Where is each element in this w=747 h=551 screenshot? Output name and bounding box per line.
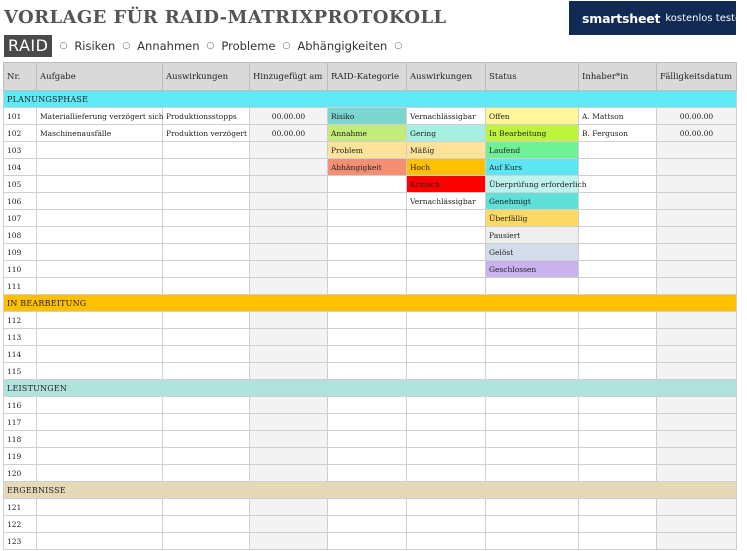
table-row: [4, 448, 737, 465]
cell-nr[interactable]: 102: [4, 125, 37, 142]
cell-aufgabe[interactable]: [37, 227, 163, 244]
section-label[interactable]: IN BEARBEITUNG: [4, 295, 737, 312]
cell-aufgabe[interactable]: [37, 465, 163, 482]
raid-badge: RAID: [4, 35, 52, 57]
section-header-row: [4, 91, 737, 108]
cell-auswirkungen[interactable]: [163, 414, 250, 431]
cell-raid-kategorie[interactable]: [328, 227, 407, 244]
col-header-auswirkungen-level[interactable]: Auswirkungen: [407, 63, 486, 91]
smartsheet-trial-banner[interactable]: [569, 1, 747, 35]
cell-inhaber[interactable]: [579, 244, 657, 261]
cell-raid-kategorie[interactable]: [328, 329, 407, 346]
col-header-inhaber[interactable]: Inhaber*in: [579, 63, 657, 91]
cell-nr[interactable]: 115: [4, 363, 37, 380]
cell-inhaber[interactable]: [579, 261, 657, 278]
table-row: [4, 414, 737, 431]
cell-faelligkeit[interactable]: [657, 465, 737, 482]
cell-auswirkungen-level[interactable]: [407, 414, 486, 431]
cell-status[interactable]: [486, 312, 579, 329]
cell-aufgabe[interactable]: [37, 176, 163, 193]
cell-aufgabe[interactable]: Materiallieferung verzögert sich: [37, 108, 163, 125]
cell-hinzugefuegt[interactable]: [250, 244, 328, 261]
cell-auswirkungen[interactable]: Produktion verzögert: [163, 125, 250, 142]
cell-aufgabe[interactable]: Maschinenausfälle: [37, 125, 163, 142]
cell-raid-kategorie[interactable]: [328, 193, 407, 210]
cell-aufgabe[interactable]: [37, 193, 163, 210]
section-label[interactable]: LEISTUNGEN: [4, 380, 737, 397]
cell-inhaber[interactable]: [579, 227, 657, 244]
cell-raid-kategorie[interactable]: [328, 499, 407, 516]
cell-aufgabe[interactable]: [37, 346, 163, 363]
cell-nr[interactable]: 113: [4, 329, 37, 346]
cell-auswirkungen-level[interactable]: [407, 244, 486, 261]
table-row: [4, 227, 737, 244]
table-row: [4, 261, 737, 278]
cell-auswirkungen-level[interactable]: Vernachlässigbar: [407, 108, 486, 125]
cell-aufgabe[interactable]: [37, 431, 163, 448]
cell-auswirkungen[interactable]: [163, 329, 250, 346]
col-header-status[interactable]: Status: [486, 63, 579, 91]
cell-raid-kategorie[interactable]: Annahme: [328, 125, 407, 142]
cell-status[interactable]: [486, 431, 579, 448]
cell-aufgabe[interactable]: [37, 278, 163, 295]
cell-inhaber[interactable]: [579, 533, 657, 550]
cell-inhaber[interactable]: [579, 431, 657, 448]
cell-faelligkeit[interactable]: [657, 312, 737, 329]
cell-auswirkungen-level[interactable]: Mäßig: [407, 142, 486, 159]
cell-status[interactable]: [486, 465, 579, 482]
cell-raid-kategorie[interactable]: [328, 448, 407, 465]
cell-status[interactable]: Pausiert: [486, 227, 579, 244]
cell-hinzugefuegt[interactable]: [250, 363, 328, 380]
cell-status[interactable]: Überfällig: [486, 210, 579, 227]
cell-auswirkungen-level[interactable]: [407, 397, 486, 414]
section-header-row: [4, 380, 737, 397]
table-row: [4, 363, 737, 380]
cell-status[interactable]: Auf Kurs: [486, 159, 579, 176]
cell-status[interactable]: [486, 533, 579, 550]
cell-aufgabe[interactable]: [37, 414, 163, 431]
cell-faelligkeit[interactable]: [657, 176, 737, 193]
table-row: [4, 465, 737, 482]
table-row: [4, 346, 737, 363]
cell-faelligkeit[interactable]: [657, 346, 737, 363]
cell-auswirkungen[interactable]: [163, 193, 250, 210]
raid-matrix-table: [3, 62, 737, 550]
cell-faelligkeit[interactable]: 00.00.00: [657, 125, 737, 142]
cell-nr[interactable]: 106: [4, 193, 37, 210]
cell-faelligkeit[interactable]: [657, 431, 737, 448]
cell-hinzugefuegt[interactable]: 00.00.00: [250, 108, 328, 125]
cell-hinzugefuegt[interactable]: [250, 176, 328, 193]
cell-auswirkungen-level[interactable]: [407, 278, 486, 295]
table-row: [4, 397, 737, 414]
cell-nr[interactable]: 103: [4, 142, 37, 159]
brand-name: smartsheet: [582, 10, 661, 26]
cell-raid-kategorie[interactable]: [328, 465, 407, 482]
cell-auswirkungen-level[interactable]: [407, 533, 486, 550]
cell-faelligkeit[interactable]: [657, 159, 737, 176]
cell-faelligkeit[interactable]: [657, 244, 737, 261]
bullet-icon: ○: [206, 41, 215, 51]
cell-auswirkungen-level[interactable]: [407, 210, 486, 227]
cell-aufgabe[interactable]: [37, 261, 163, 278]
cell-status[interactable]: [486, 414, 579, 431]
cell-raid-kategorie[interactable]: [328, 431, 407, 448]
cell-auswirkungen[interactable]: [163, 346, 250, 363]
cell-aufgabe[interactable]: [37, 312, 163, 329]
cell-status[interactable]: Laufend: [486, 142, 579, 159]
cell-auswirkungen-level[interactable]: [407, 516, 486, 533]
cell-raid-kategorie[interactable]: [328, 346, 407, 363]
cell-nr[interactable]: 105: [4, 176, 37, 193]
cell-hinzugefuegt[interactable]: [250, 465, 328, 482]
cell-faelligkeit[interactable]: [657, 142, 737, 159]
col-header-hinzugefuegt[interactable]: Hinzugefügt am: [250, 63, 328, 91]
cell-nr[interactable]: 112: [4, 312, 37, 329]
raid-nav: [4, 35, 402, 57]
cell-status[interactable]: Überprüfung erforderlich: [486, 176, 579, 193]
cell-status[interactable]: In Bearbeitung: [486, 125, 579, 142]
cell-hinzugefuegt[interactable]: [250, 159, 328, 176]
table-row: [4, 108, 737, 125]
cell-auswirkungen-level[interactable]: Hoch: [407, 159, 486, 176]
bullet-icon: ○: [59, 41, 68, 51]
cell-raid-kategorie[interactable]: [328, 312, 407, 329]
cell-inhaber[interactable]: [579, 142, 657, 159]
section-header-row: [4, 482, 737, 499]
cell-nr[interactable]: 101: [4, 108, 37, 125]
cell-nr[interactable]: 108: [4, 227, 37, 244]
cell-aufgabe[interactable]: [37, 329, 163, 346]
cell-inhaber[interactable]: [579, 516, 657, 533]
cell-nr[interactable]: 122: [4, 516, 37, 533]
cell-hinzugefuegt[interactable]: [250, 414, 328, 431]
table-row: [4, 533, 737, 550]
table-row: [4, 176, 737, 193]
cell-auswirkungen-level[interactable]: Gering: [407, 125, 486, 142]
cell-aufgabe[interactable]: [37, 516, 163, 533]
cell-auswirkungen-level[interactable]: [407, 465, 486, 482]
cell-auswirkungen[interactable]: [163, 533, 250, 550]
table-row: [4, 159, 737, 176]
cell-faelligkeit[interactable]: [657, 278, 737, 295]
cell-inhaber[interactable]: [579, 210, 657, 227]
cell-inhaber[interactable]: [579, 448, 657, 465]
cell-status[interactable]: [486, 448, 579, 465]
cell-inhaber[interactable]: A. Mattson: [579, 108, 657, 125]
cell-auswirkungen[interactable]: [163, 278, 250, 295]
cell-aufgabe[interactable]: [37, 210, 163, 227]
cell-faelligkeit[interactable]: [657, 193, 737, 210]
cell-auswirkungen[interactable]: [163, 363, 250, 380]
cell-inhaber[interactable]: [579, 278, 657, 295]
cell-status[interactable]: Geschlossen: [486, 261, 579, 278]
table-row: [4, 329, 737, 346]
cell-faelligkeit[interactable]: [657, 261, 737, 278]
cell-auswirkungen[interactable]: [163, 465, 250, 482]
cell-auswirkungen[interactable]: [163, 516, 250, 533]
cell-auswirkungen-level[interactable]: [407, 448, 486, 465]
bullet-icon: ○: [394, 41, 403, 51]
cell-nr[interactable]: 116: [4, 397, 37, 414]
cell-inhaber[interactable]: [579, 193, 657, 210]
cell-status[interactable]: [486, 329, 579, 346]
cell-auswirkungen[interactable]: [163, 312, 250, 329]
cell-hinzugefuegt[interactable]: [250, 431, 328, 448]
cell-nr[interactable]: 104: [4, 159, 37, 176]
cell-auswirkungen[interactable]: [163, 210, 250, 227]
cell-auswirkungen[interactable]: [163, 448, 250, 465]
cell-inhaber[interactable]: [579, 363, 657, 380]
cell-auswirkungen-level[interactable]: [407, 346, 486, 363]
table-row: [4, 312, 737, 329]
section-label[interactable]: PLANUNGSPHASE: [4, 91, 737, 108]
cell-nr[interactable]: 110: [4, 261, 37, 278]
cell-nr[interactable]: 109: [4, 244, 37, 261]
cell-inhaber[interactable]: [579, 176, 657, 193]
nav-item-risiken[interactable]: Risiken: [74, 39, 116, 53]
cell-inhaber[interactable]: [579, 397, 657, 414]
cell-raid-kategorie[interactable]: [328, 261, 407, 278]
cell-inhaber[interactable]: [579, 346, 657, 363]
cell-raid-kategorie[interactable]: [328, 414, 407, 431]
cell-hinzugefuegt[interactable]: [250, 329, 328, 346]
cell-status[interactable]: Gelöst: [486, 244, 579, 261]
cell-faelligkeit[interactable]: 00.00.00: [657, 108, 737, 125]
cell-inhaber[interactable]: [579, 499, 657, 516]
nav-item-annahmen[interactable]: Annahmen: [137, 39, 200, 53]
table-row: [4, 210, 737, 227]
cell-nr[interactable]: 107: [4, 210, 37, 227]
cell-inhaber[interactable]: B. Ferguson: [579, 125, 657, 142]
cell-status[interactable]: Offen: [486, 108, 579, 125]
cell-inhaber[interactable]: [579, 329, 657, 346]
cell-status[interactable]: [486, 346, 579, 363]
cell-hinzugefuegt[interactable]: [250, 261, 328, 278]
cell-hinzugefuegt[interactable]: [250, 142, 328, 159]
cell-nr[interactable]: 114: [4, 346, 37, 363]
cell-auswirkungen-level[interactable]: [407, 312, 486, 329]
cell-status[interactable]: [486, 397, 579, 414]
bullet-icon: ○: [122, 41, 131, 51]
cell-faelligkeit[interactable]: [657, 499, 737, 516]
section-label[interactable]: ERGEBNISSE: [4, 482, 737, 499]
table-row: [4, 125, 737, 142]
cell-hinzugefuegt[interactable]: [250, 346, 328, 363]
cell-faelligkeit[interactable]: [657, 227, 737, 244]
cell-hinzugefuegt[interactable]: [250, 312, 328, 329]
cell-hinzugefuegt[interactable]: [250, 193, 328, 210]
header-row: [4, 63, 737, 91]
table-row: [4, 193, 737, 210]
nav-item-abhaengigkeiten[interactable]: Abhängigkeiten: [297, 39, 388, 53]
cell-faelligkeit[interactable]: [657, 414, 737, 431]
cell-faelligkeit[interactable]: [657, 448, 737, 465]
cell-raid-kategorie[interactable]: [328, 176, 407, 193]
cell-auswirkungen-level[interactable]: Vernachlässigbar: [407, 193, 486, 210]
cell-inhaber[interactable]: [579, 465, 657, 482]
table-row: [4, 499, 737, 516]
cell-hinzugefuegt[interactable]: [250, 499, 328, 516]
table-row: [4, 516, 737, 533]
cell-faelligkeit[interactable]: [657, 533, 737, 550]
cell-inhaber[interactable]: [579, 414, 657, 431]
cell-raid-kategorie[interactable]: [328, 516, 407, 533]
trial-link[interactable]: kostenlos testen: [665, 12, 747, 24]
cell-aufgabe[interactable]: [37, 244, 163, 261]
table-row: [4, 431, 737, 448]
cell-nr[interactable]: 123: [4, 533, 37, 550]
cell-aufgabe[interactable]: [37, 363, 163, 380]
cell-auswirkungen-level[interactable]: [407, 499, 486, 516]
col-header-auswirkungen[interactable]: Auswirkungen: [163, 63, 250, 91]
nav-item-probleme[interactable]: Probleme: [221, 39, 276, 53]
cell-faelligkeit[interactable]: [657, 363, 737, 380]
cell-auswirkungen-level[interactable]: [407, 363, 486, 380]
cell-raid-kategorie[interactable]: Abhängigkeit: [328, 159, 407, 176]
cell-aufgabe[interactable]: [37, 533, 163, 550]
cell-aufgabe[interactable]: [37, 499, 163, 516]
cell-hinzugefuegt[interactable]: [250, 227, 328, 244]
cell-aufgabe[interactable]: [37, 159, 163, 176]
cell-status[interactable]: [486, 363, 579, 380]
cell-hinzugefuegt[interactable]: [250, 516, 328, 533]
cell-auswirkungen-level[interactable]: [407, 261, 486, 278]
section-header-row: [4, 295, 737, 312]
cell-raid-kategorie[interactable]: [328, 533, 407, 550]
cell-auswirkungen[interactable]: [163, 499, 250, 516]
cell-auswirkungen-level[interactable]: [407, 431, 486, 448]
bullet-icon: ○: [282, 41, 291, 51]
cell-nr[interactable]: 121: [4, 499, 37, 516]
cell-inhaber[interactable]: [579, 312, 657, 329]
cell-auswirkungen[interactable]: [163, 397, 250, 414]
col-header-aufgabe[interactable]: Aufgabe: [37, 63, 163, 91]
cell-aufgabe[interactable]: [37, 142, 163, 159]
cell-hinzugefuegt[interactable]: [250, 210, 328, 227]
cell-nr[interactable]: 119: [4, 448, 37, 465]
cell-raid-kategorie[interactable]: [328, 363, 407, 380]
col-header-raid-kategorie[interactable]: RAID-Kategorie: [328, 63, 407, 91]
cell-status[interactable]: Genehmigt: [486, 193, 579, 210]
cell-status[interactable]: [486, 516, 579, 533]
cell-raid-kategorie[interactable]: Problem: [328, 142, 407, 159]
cell-hinzugefuegt[interactable]: [250, 533, 328, 550]
cell-nr[interactable]: 117: [4, 414, 37, 431]
cell-hinzugefuegt[interactable]: [250, 448, 328, 465]
cell-aufgabe[interactable]: [37, 448, 163, 465]
cell-faelligkeit[interactable]: [657, 210, 737, 227]
cell-hinzugefuegt[interactable]: [250, 278, 328, 295]
cell-auswirkungen-level[interactable]: [407, 227, 486, 244]
cell-auswirkungen[interactable]: [163, 431, 250, 448]
col-header-nr[interactable]: Nr.: [4, 63, 37, 91]
cell-raid-kategorie[interactable]: [328, 244, 407, 261]
cell-auswirkungen[interactable]: [163, 159, 250, 176]
cell-raid-kategorie[interactable]: Risiko: [328, 108, 407, 125]
page-title: VORLAGE FÜR RAID-MATRIXPROTOKOLL: [4, 7, 447, 28]
table-row: [4, 244, 737, 261]
cell-status[interactable]: [486, 278, 579, 295]
cell-auswirkungen[interactable]: [163, 176, 250, 193]
cell-auswirkungen-level[interactable]: [407, 329, 486, 346]
cell-auswirkungen[interactable]: [163, 227, 250, 244]
cell-nr[interactable]: 118: [4, 431, 37, 448]
cell-faelligkeit[interactable]: [657, 329, 737, 346]
cell-nr[interactable]: 120: [4, 465, 37, 482]
cell-auswirkungen[interactable]: [163, 261, 250, 278]
table-row: [4, 278, 737, 295]
cell-status[interactable]: [486, 499, 579, 516]
cell-faelligkeit[interactable]: [657, 516, 737, 533]
cell-faelligkeit[interactable]: [657, 397, 737, 414]
cell-nr[interactable]: 111: [4, 278, 37, 295]
cell-auswirkungen-level[interactable]: Kritisch: [407, 176, 486, 193]
cell-hinzugefuegt[interactable]: [250, 397, 328, 414]
cell-raid-kategorie[interactable]: [328, 397, 407, 414]
cell-auswirkungen[interactable]: Produktionsstopps: [163, 108, 250, 125]
cell-auswirkungen[interactable]: [163, 244, 250, 261]
col-header-faelligkeit[interactable]: Fälligkeitsdatum: [657, 63, 737, 91]
cell-raid-kategorie[interactable]: [328, 210, 407, 227]
cell-aufgabe[interactable]: [37, 397, 163, 414]
cell-hinzugefuegt[interactable]: 00.00.00: [250, 125, 328, 142]
table-row: [4, 142, 737, 159]
cell-auswirkungen[interactable]: [163, 142, 250, 159]
cell-raid-kategorie[interactable]: [328, 278, 407, 295]
cell-inhaber[interactable]: [579, 159, 657, 176]
